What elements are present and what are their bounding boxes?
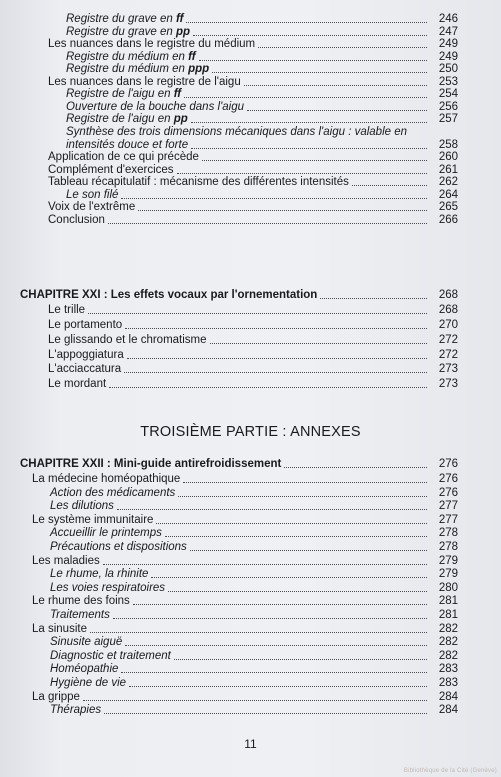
entry-title-part: Thérapies	[50, 704, 102, 717]
entry-title-part: Le mordant	[48, 378, 107, 391]
entry-title-part: Tableau récapitulatif : mécanisme des différentes intensités	[48, 176, 349, 189]
toc-entry	[0, 63, 501, 76]
entry-page: 277	[438, 513, 458, 526]
part-title: TROISIÈME PARTIE : ANNEXES	[140, 424, 361, 440]
entry-title	[50, 582, 165, 595]
entry-page: 260	[438, 151, 458, 164]
entry-title: CHAPITRE XXII : Mini-guide antirefroidissement	[20, 458, 282, 470]
chapter-heading	[0, 458, 501, 471]
dot-leader	[202, 160, 427, 161]
entry-page: 272	[438, 348, 458, 361]
entry-page: 279	[438, 568, 458, 581]
entry-title-part: Le rhume des foins	[32, 595, 130, 608]
toc-entry	[0, 51, 501, 64]
entry-page: 278	[438, 527, 458, 540]
entry-title	[48, 176, 349, 189]
toc-entry	[0, 164, 501, 177]
entry-title	[66, 26, 190, 39]
entry-title	[48, 76, 241, 89]
entry-title-part: Le glissando et le chromatisme	[48, 333, 207, 346]
entry-title	[50, 500, 114, 513]
entry-page: 265	[438, 201, 458, 214]
dot-leader	[127, 358, 427, 359]
toc-entry	[0, 189, 501, 202]
entry-title-part: Les voies respiratoires	[50, 581, 166, 594]
dot-leader	[247, 110, 427, 111]
watermark-text: Bibliothèque de la Cité (Genève)	[403, 768, 497, 774]
entry-title	[32, 473, 180, 486]
entry-title	[48, 349, 124, 362]
dot-leader	[178, 496, 427, 497]
toc-entry	[0, 151, 501, 164]
dot-leader	[124, 372, 427, 373]
entry-title-part: Synthèse des trois dimensions mécaniques dans l'aigu : valable en	[66, 125, 408, 138]
entry-title-part: Le système immunitaire	[32, 513, 154, 526]
entry-page: 284	[438, 690, 458, 703]
entry-title-part: Le son filé	[66, 188, 119, 201]
dot-leader	[193, 35, 427, 36]
dot-leader	[352, 185, 427, 186]
entry-title	[48, 151, 199, 164]
dot-leader	[104, 713, 427, 714]
toc-entry	[0, 541, 501, 554]
page-number: 11	[244, 737, 257, 751]
entry-title-part: Le portamento	[48, 318, 123, 331]
entry-title	[48, 363, 121, 376]
entry-title-part: Homéopathie	[50, 663, 119, 676]
entry-page: 284	[438, 704, 458, 717]
toc-entry	[0, 201, 501, 214]
entry-page: 283	[438, 677, 458, 689]
dot-leader	[108, 223, 427, 224]
dot-leader	[284, 467, 427, 468]
toc-entry	[0, 595, 501, 608]
entry-page: 258	[438, 138, 458, 151]
entry-title	[50, 487, 175, 500]
entry-title	[48, 164, 174, 177]
entry-title-part: intensités douce et forte	[66, 138, 189, 151]
entry-title-part: La médecine homéopathique	[32, 473, 181, 485]
dot-leader	[138, 210, 427, 211]
dot-leader	[125, 328, 427, 329]
entry-title-part: Les maladies	[32, 554, 100, 567]
entry-title	[50, 650, 171, 663]
entry-title-part: L'appoggiatura	[48, 348, 124, 361]
entry-title-part: Registre du médium en	[66, 63, 189, 76]
entry-title-part: Registre de l'aigu en	[66, 88, 174, 101]
entry-title	[66, 189, 118, 202]
toc-entry	[0, 473, 501, 486]
entry-page: 268	[438, 303, 458, 316]
entry-title	[66, 113, 188, 126]
dot-leader	[117, 509, 427, 510]
entry-title-part: La grippe	[32, 690, 80, 703]
entry-title	[50, 663, 118, 676]
toc-entry	[0, 319, 501, 332]
toc-entry	[0, 26, 501, 39]
entry-page: 281	[438, 595, 458, 608]
entry-page: 257	[438, 113, 458, 126]
toc-entry	[0, 113, 501, 126]
entry-title-part: Diagnostic et traitement	[50, 649, 171, 662]
dot-leader	[191, 122, 427, 123]
entry-title	[50, 609, 110, 622]
dot-leader	[133, 604, 427, 605]
entry-title-part: Action des médicaments	[50, 486, 176, 499]
dot-leader	[88, 313, 427, 314]
entry-title-part: Application de ce qui précède	[48, 151, 199, 164]
toc-entry	[0, 555, 501, 568]
entry-title-part: Le rhume, la rhinite	[50, 568, 149, 581]
toc-entry	[0, 691, 501, 704]
entry-title-part: La sinusite	[32, 622, 87, 635]
dot-leader	[244, 85, 427, 86]
dot-leader	[165, 536, 427, 537]
entry-title-part: ff	[173, 88, 182, 101]
dot-leader	[125, 645, 427, 646]
entry-title	[48, 38, 255, 51]
entry-page: 253	[438, 75, 458, 88]
entry-page: 262	[438, 176, 458, 189]
dot-leader	[121, 198, 427, 199]
toc-entry	[0, 514, 501, 527]
entry-page: 276	[438, 458, 458, 470]
toc-entry	[0, 101, 501, 114]
entry-page: 280	[438, 581, 458, 594]
toc-entry	[0, 650, 501, 663]
dot-leader	[184, 97, 427, 98]
entry-title-part: Registre de l'aigu en	[66, 113, 174, 126]
toc-entry	[0, 176, 501, 189]
toc-entry	[0, 623, 501, 636]
entry-title-part: Voix de l'extrême	[48, 201, 136, 214]
dot-leader	[129, 686, 427, 687]
toc-entry	[0, 363, 501, 376]
entry-page: 282	[438, 649, 458, 662]
dot-leader	[186, 22, 427, 23]
toc-entry	[0, 126, 501, 139]
entry-title-part: Registre du grave en	[66, 13, 176, 25]
entry-title-part: Ouverture de la bouche dans l'aigu	[66, 100, 245, 113]
entry-title	[66, 13, 183, 26]
dot-leader	[190, 550, 427, 551]
dot-leader	[83, 700, 427, 701]
entry-page: 283	[438, 663, 458, 676]
dot-leader	[258, 47, 427, 48]
toc-entry	[0, 304, 501, 317]
dot-leader	[109, 387, 427, 388]
dot-leader	[212, 72, 427, 73]
toc-entry	[0, 636, 501, 649]
entry-page: 249	[438, 50, 458, 63]
entry-title-part: Précautions et dispositions	[50, 541, 187, 553]
entry-title	[32, 514, 153, 527]
entry-page: 264	[438, 188, 458, 201]
entry-page: 277	[438, 500, 458, 513]
entry-page: 276	[438, 473, 458, 485]
entry-title	[48, 214, 105, 227]
entry-title-part: pp	[175, 25, 191, 38]
toc-entry	[0, 88, 501, 101]
entry-title-part: Conclusion	[48, 213, 105, 226]
entry-page: 256	[438, 100, 458, 113]
toc-entry	[0, 500, 501, 513]
entry-page: 268	[438, 289, 458, 301]
dot-leader	[90, 632, 427, 633]
entry-page: 254	[438, 88, 458, 101]
entry-title	[50, 636, 122, 649]
toc-entry	[0, 349, 501, 362]
entry-title	[48, 378, 106, 391]
entry-title	[50, 704, 101, 717]
entry-title-part: ff	[175, 13, 184, 25]
entry-title	[32, 623, 87, 636]
entry-title: CHAPITRE XXI : Les effets vocaux par l'ornementation	[20, 289, 318, 301]
toc-entry	[0, 13, 501, 26]
toc-entry	[0, 139, 501, 152]
entry-page: 273	[438, 378, 458, 391]
toc-entry	[0, 568, 501, 581]
toc-entry	[0, 76, 501, 89]
entry-page: 266	[438, 213, 458, 226]
entry-title	[66, 126, 407, 139]
dot-leader	[174, 659, 427, 660]
entry-title	[50, 677, 126, 690]
entry-title	[48, 334, 207, 347]
toc-entry	[0, 582, 501, 595]
dot-leader	[113, 618, 427, 619]
entry-title-part: Les nuances dans le registre du médium	[48, 38, 256, 51]
entry-title-part: Les nuances dans le registre de l'aigu	[48, 75, 241, 88]
toc-entry	[0, 334, 501, 347]
entry-title-part: L'acciaccatura	[48, 363, 122, 376]
dot-leader	[156, 523, 427, 524]
entry-page: 282	[438, 636, 458, 649]
entry-title	[32, 691, 80, 704]
dot-leader	[183, 482, 427, 483]
entry-title	[66, 88, 181, 101]
entry-title	[50, 541, 187, 554]
entry-title-part: Le trille	[48, 303, 86, 316]
entry-title-part: ppp	[188, 63, 210, 76]
toc-entry	[0, 487, 501, 500]
entry-page: 272	[438, 333, 458, 346]
entry-title-part: Complément d'exercices	[48, 163, 174, 176]
entry-title-part: Registre du médium en	[66, 50, 189, 63]
entry-title-part: pp	[173, 113, 188, 126]
entry-page: 261	[438, 163, 458, 176]
entry-title	[32, 555, 100, 568]
entry-title	[32, 595, 130, 608]
entry-page: 279	[438, 554, 458, 567]
entry-page: 273	[438, 363, 458, 376]
entry-page: 246	[438, 13, 458, 25]
toc-entry	[0, 677, 501, 690]
dot-leader	[151, 577, 427, 578]
entry-title-part: Traitements	[50, 609, 110, 621]
entry-title	[48, 201, 135, 214]
entry-title-part: Accueillir le printemps	[50, 527, 162, 540]
dot-leader	[191, 148, 427, 149]
entry-title	[48, 304, 85, 317]
entry-page: 278	[438, 541, 458, 553]
toc-entry	[0, 214, 501, 227]
chapter-heading	[0, 289, 501, 302]
toc-entry	[0, 38, 501, 51]
entry-page: 282	[438, 622, 458, 635]
toc-entry	[0, 663, 501, 676]
entry-title	[50, 568, 148, 581]
entry-title-part: ff	[188, 50, 196, 63]
dot-leader	[210, 343, 427, 344]
entry-title-part: Registre du grave en	[66, 25, 176, 38]
dot-leader	[320, 298, 427, 299]
entry-title	[66, 51, 196, 64]
entry-page: 250	[438, 63, 458, 76]
entry-title-part: Les dilutions	[50, 500, 114, 513]
dot-leader	[177, 173, 427, 174]
entry-page: 249	[438, 38, 458, 51]
dot-leader	[121, 672, 427, 673]
entry-title	[66, 139, 188, 152]
entry-title	[66, 101, 244, 114]
toc-entry	[0, 527, 501, 540]
dot-leader	[168, 591, 427, 592]
entry-title	[48, 319, 122, 332]
entry-title	[50, 527, 162, 540]
entry-title-part: Sinusite aiguë	[50, 636, 123, 649]
entry-page: 270	[438, 318, 458, 331]
toc-entry	[0, 704, 501, 717]
entry-page: 247	[438, 25, 458, 38]
toc-entry	[0, 609, 501, 622]
entry-page: 281	[438, 609, 458, 621]
entry-title-part: Hygiène de vie	[50, 677, 127, 689]
dot-leader	[103, 564, 427, 565]
entry-page: 276	[438, 486, 458, 499]
toc-entry	[0, 378, 501, 391]
dot-leader	[199, 60, 427, 61]
entry-title	[66, 63, 209, 76]
